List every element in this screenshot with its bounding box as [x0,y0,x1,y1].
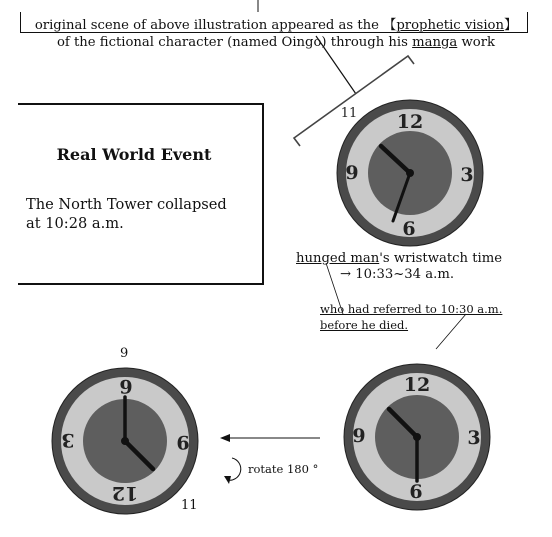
caption-highlight-manga: manga [412,35,458,50]
watch-time-line-2: → 10:33~34 a.m. [340,267,455,282]
top-clock-numeral-9: 9 [345,162,359,184]
caption-highlight-vision: prophetic vision [396,18,504,33]
bottom-right-clock [344,364,490,510]
note-line-2: before he died. [320,318,409,332]
bottom-left-label-below: 11 [181,498,198,513]
event-text-line-1: The North Tower collapsed [26,196,227,213]
watch-highlight: hunged man [296,251,380,266]
top-clock [337,100,483,246]
top-clock-numeral-12: 12 [396,111,424,133]
bottom-right-clock-numeral-3: 3 [467,427,481,449]
bottom-right-clock-numeral-6: 6 [409,481,423,503]
rotate-label: rotate 180 ° [248,462,319,476]
bottom-left-clock-numeral-12: 12 [111,482,139,504]
bottom-right-clock-numeral-9: 9 [352,425,366,447]
caption-text-2: of the fictional character (named Oingo) through his [56,35,413,50]
event-text-line-2: at 10:28 a.m. [26,215,124,232]
top-clock-numeral-6: 6 [402,218,416,240]
rotate-arrow-head [220,434,230,442]
event-title: Real World Event [56,145,212,164]
connector-note-to-clock [436,314,466,349]
caption-bracket-open: 【 [383,18,397,33]
bottom-left-label-above: 9 [120,346,129,361]
watch-line1-rest: 's wristwatch time [379,251,503,266]
bottom-left-clock-numeral-3: 3 [61,429,75,451]
rotate-icon [224,458,241,484]
caption-text-2-end: work [457,35,495,50]
bottom-left-clock-numeral-9: 9 [176,431,190,453]
bottom-left-clock [52,368,198,514]
caption-text-1: original scene of above illustration appeared as the [34,18,384,33]
connector-watch-to-note [326,263,343,314]
top-clock-numeral-3: 3 [460,164,474,186]
connector-caption-to-bracket [316,36,356,94]
bottom-right-clock-numeral-12: 12 [403,374,431,396]
bottom-left-clock-numeral-6: 6 [119,375,133,397]
caption-bracket-close: 】 [503,18,518,33]
top-clock-stray-label: 11 [340,106,358,121]
note-line-1: who had referred to 10:30 a.m. [320,302,503,316]
